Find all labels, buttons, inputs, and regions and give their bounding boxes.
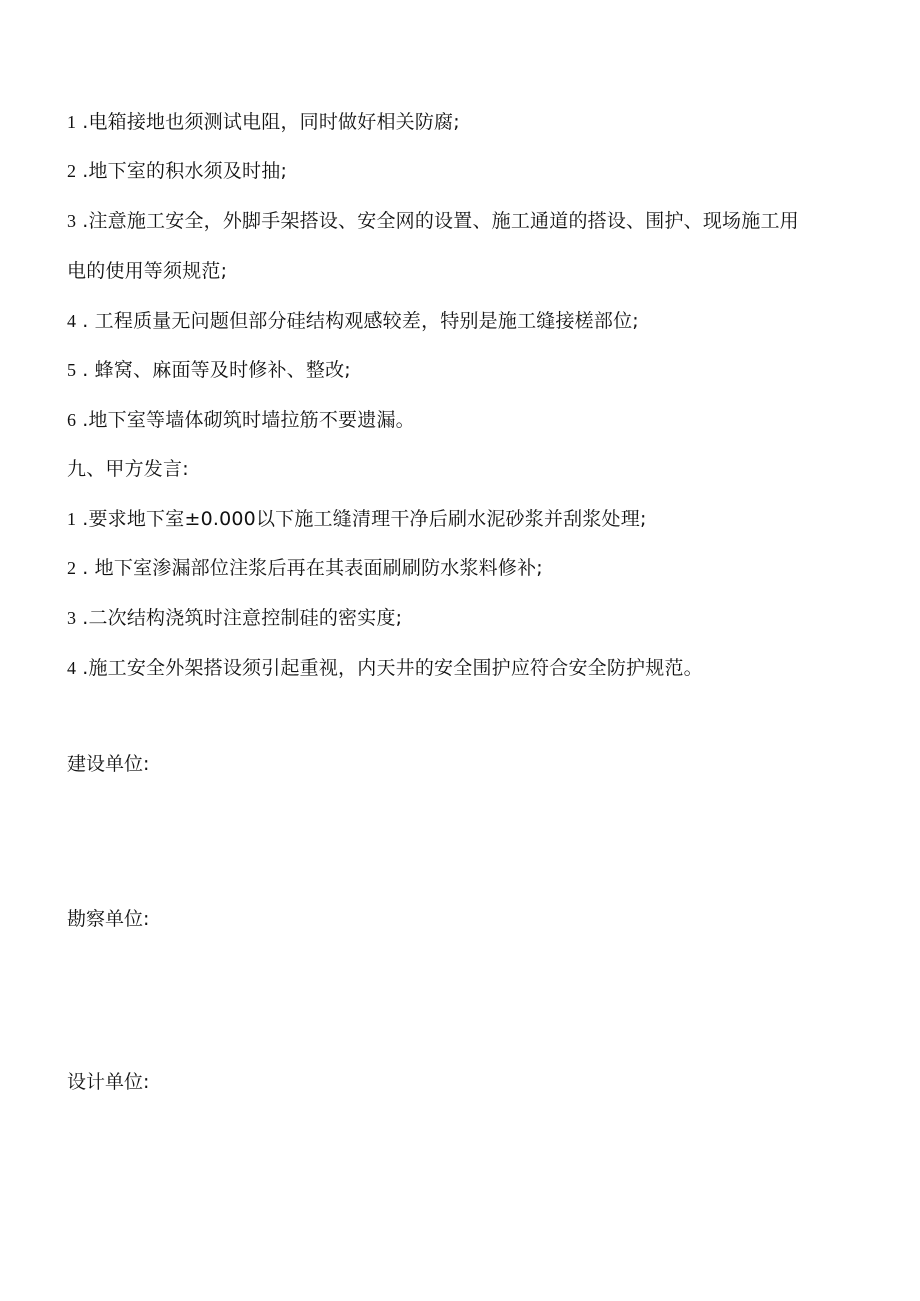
item-text: .地下室的积水须及时抽; <box>82 160 288 182</box>
list-item <box>67 159 287 183</box>
item-number: 4 <box>67 311 77 331</box>
list-item <box>67 110 460 134</box>
item-text: . 地下室渗漏部位注浆后再在其表面刷刷防水浆料修补; <box>82 557 543 579</box>
item-text: .要求地下室±0.000以下施工缝清理干净后刷水泥砂浆并刮浆处理; <box>82 508 647 530</box>
item-text: .二次结构浇筑时注意控制硅的密实度; <box>82 607 403 629</box>
list-item <box>67 358 351 382</box>
item-number: 4 <box>67 658 77 678</box>
list-item <box>67 309 639 333</box>
section-heading: 九、甲方发言: <box>67 458 189 480</box>
list-item <box>67 556 543 580</box>
signature-construction-unit: 建设单位: <box>67 753 150 775</box>
item-number: 3 <box>67 211 77 231</box>
item-number: 1 <box>67 509 77 529</box>
item-text-continuation: 电的使用等须规范; <box>67 260 228 282</box>
list-item <box>67 408 415 432</box>
list-item <box>67 656 703 680</box>
signature-design-unit: 设计单位: <box>67 1071 150 1093</box>
item-number: 5 <box>67 360 77 380</box>
item-number: 2 <box>67 558 77 578</box>
list-item-continuation <box>67 259 227 283</box>
item-number: 3 <box>67 608 77 628</box>
list-item <box>67 209 799 233</box>
item-number: 1 <box>67 112 77 132</box>
item-text: . 工程质量无问题但部分硅结构观感较差，特别是施工缝接槎部位; <box>82 310 639 332</box>
item-text: .施工安全外架搭设须引起重视，内天井的安全围护应符合安全防护规范。 <box>82 657 703 679</box>
signature-survey-unit: 勘察单位: <box>67 908 150 930</box>
item-text: .电箱接地也须测试电阻，同时做好相关防腐; <box>82 111 460 133</box>
item-number: 6 <box>67 410 77 430</box>
item-number: 2 <box>67 161 77 181</box>
item-text: . 蜂窝、麻面等及时修补、整改; <box>82 359 351 381</box>
list-item <box>67 606 402 630</box>
list-item <box>67 507 647 531</box>
item-text: .注意施工安全，外脚手架搭设、安全网的设置、施工通道的搭设、围护、现场施工用 <box>82 210 799 232</box>
item-text: .地下室等墙体砌筑时墙拉筋不要遗漏。 <box>82 409 415 431</box>
